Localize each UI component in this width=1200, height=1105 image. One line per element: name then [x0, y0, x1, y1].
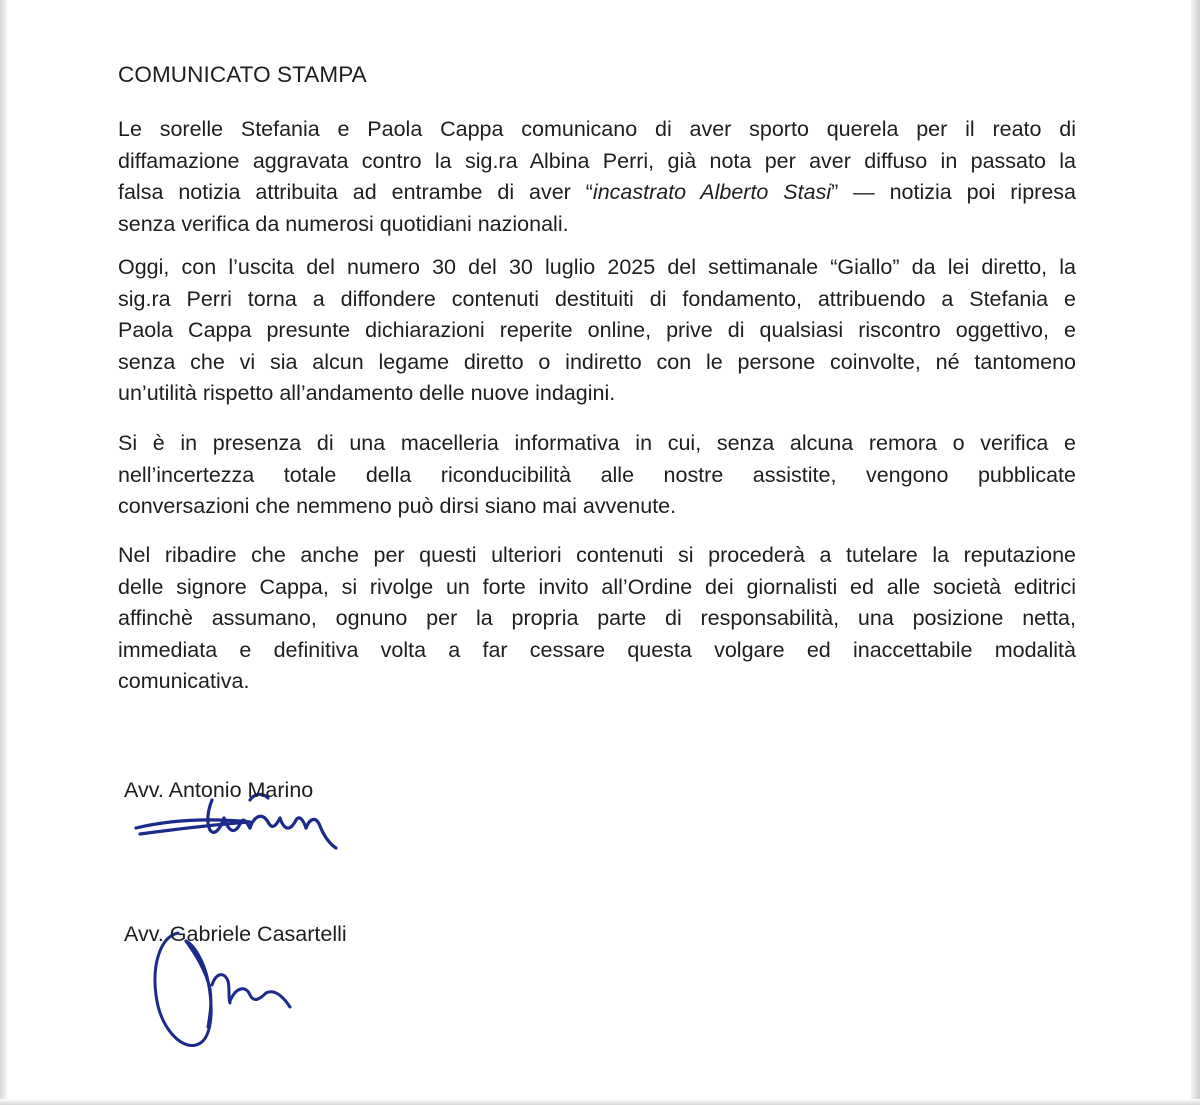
text-line: diffamazione aggravata contro la sig.ra Albina Perri, già nota per aver diffuso in passato la	[118, 148, 1076, 173]
page-edge-left	[0, 0, 7, 1105]
text-line: comunicativa.	[118, 669, 250, 694]
paragraph-appeal	[118, 540, 1076, 698]
text-line: Si è in presenza di una macelleria informativa in cui, senza alcuna remora o verifica e	[118, 431, 1076, 455]
paragraph-giallo-issue	[118, 252, 1076, 410]
signatory-name-marino: Avv. Antonio Marino	[124, 778, 314, 802]
text-line: Nel ribadire che anche per questi ulteriori contenuti si procederà a tutelare la reputazione	[118, 543, 1076, 567]
text-line: senza verifica da numerosi quotidiani nazionali.	[118, 211, 569, 236]
text-line: delle signore Cappa, si rivolge un forte invito all’Ordine dei giornalisti ed alle società editrici	[118, 574, 1076, 599]
text-line: Oggi, con l’uscita del numero 30 del 30 luglio 2025 del settimanale “Giallo” da lei diretto, la	[118, 255, 1076, 279]
text-line: un’utilità rispetto all’andamento delle nuove indagini.	[118, 381, 616, 406]
text-line: Paola Cappa presunte dichiarazioni reperite online, prive di qualsiasi riscontro oggettivo, e	[118, 318, 1076, 343]
page-edge-right	[1191, 0, 1200, 1105]
text-line: Le sorelle Stefania e Paola Cappa comunicano di aver sporto querela per il reato di	[118, 117, 1076, 141]
quoted-phrase: incastrato Alberto Stasi	[592, 180, 832, 205]
page-edge-bottom	[0, 1099, 1200, 1105]
text-line: conversazioni che nemmeno può dirsi siano mai avvenute.	[118, 494, 677, 519]
paragraph-complaint	[118, 114, 1076, 240]
text-line: immediata e definitiva volta a far cessare questa volgare ed inaccettabile modalità	[118, 637, 1076, 662]
paragraph-macelleria	[118, 428, 1076, 523]
text-line: nell’incertezza totale della riconducibilità alle nostre assistite, vengono pubblicate	[118, 462, 1076, 487]
signatory-name-casartelli: Avv. Gabriele Casartelli	[124, 922, 347, 946]
text-line: senza che vi sia alcun legame diretto o indiretto con le persone coinvolte, né tantomeno	[118, 349, 1076, 374]
text-line: affinchè assumano, ognuno per la propria parte di responsabilità, una posizione netta,	[118, 606, 1076, 631]
document-heading: COMUNICATO STAMPA	[118, 62, 367, 87]
text-line: sig.ra Perri torna a diffondere contenuti destituiti di fondamento, attribuendo a Stefania e	[118, 286, 1076, 311]
text-line: falsa notizia attribuita ad entrambe di aver “incastrato Alberto Stasi” — notizia poi ripresa	[118, 180, 1076, 205]
